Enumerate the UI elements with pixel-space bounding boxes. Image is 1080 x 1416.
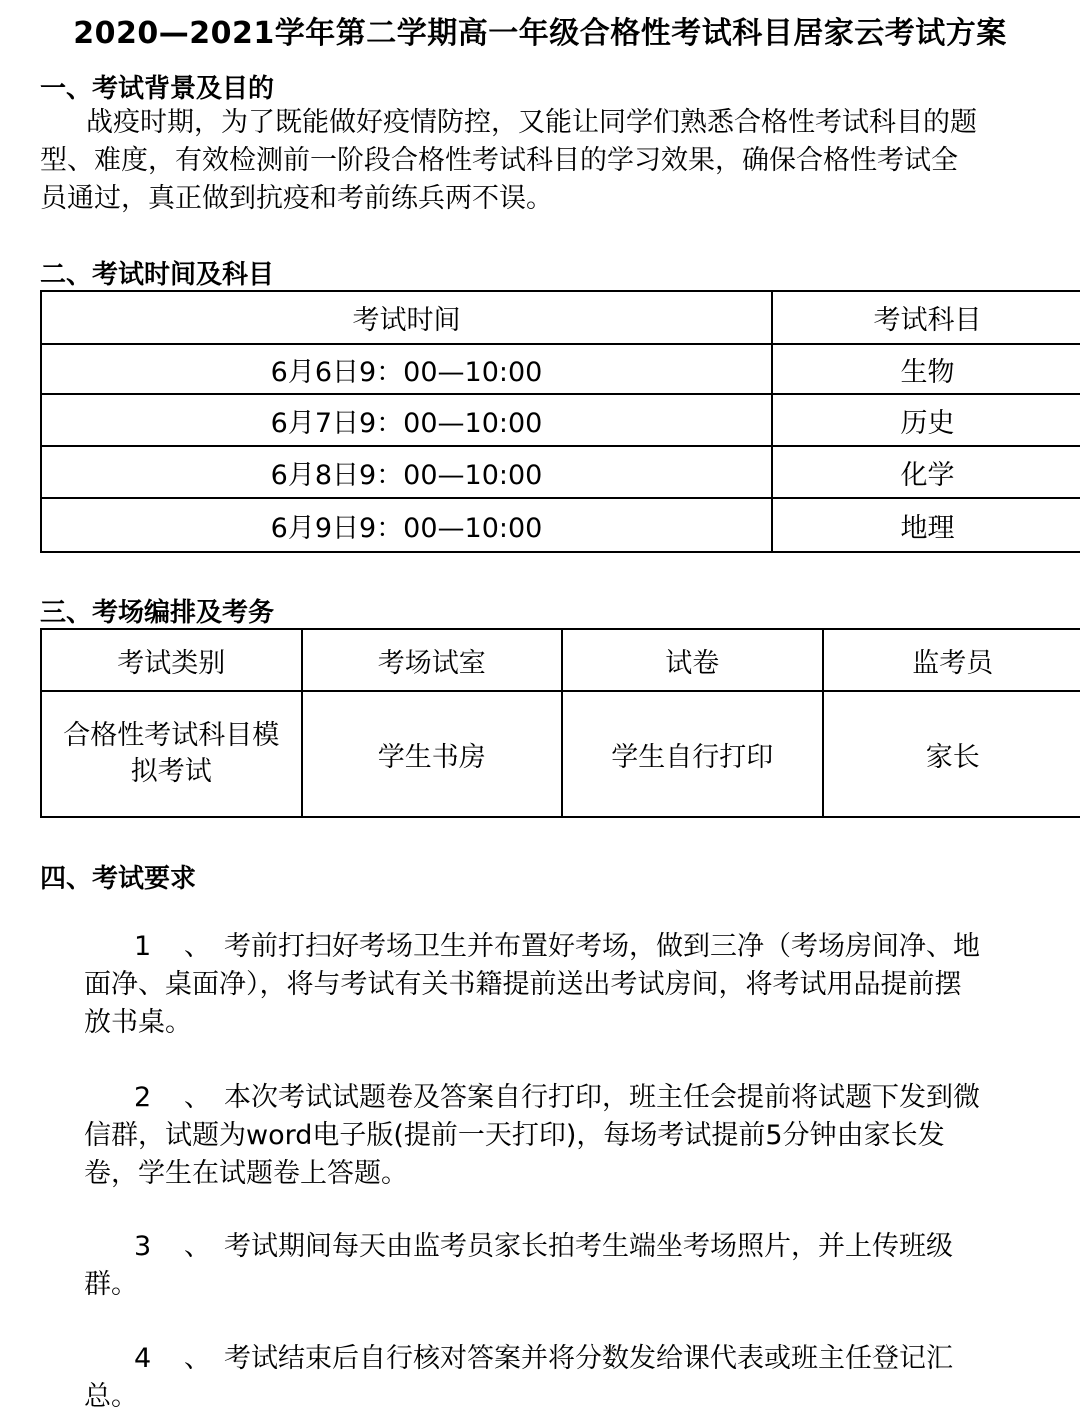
table-row <box>41 394 1080 446</box>
table-header-row <box>41 629 1080 691</box>
requirement-line: 信群，试题为word电子版(提前一天打印)，每场考试提前5分钟由家长发 <box>84 1120 945 1151</box>
exam-subject-cell: 地理 <box>772 498 1080 552</box>
document-title: 2020—2021学年第二学期高一年级合格性考试科目居家云考试方案 <box>73 16 1007 51</box>
exam-category-line: 合格性考试科目模 <box>63 720 280 751</box>
exam-time-cell: 6月8日9：00—10:00 <box>41 446 772 498</box>
paragraph-line: 战疫时期，为了既能做好疫情防控，又能让同学们熟悉合格性考试科目的题 <box>86 107 977 138</box>
section-1-paragraph <box>40 104 1040 218</box>
requirement-number-mark: 、 <box>184 931 211 962</box>
requirement-item-4 <box>84 1340 1044 1416</box>
table-row <box>41 446 1080 498</box>
exam-room-cell: 学生书房 <box>302 691 563 817</box>
column-header-proctor: 监考员 <box>823 629 1080 691</box>
exam-subject-cell: 历史 <box>772 394 1080 446</box>
requirement-item-2 <box>84 1079 1044 1193</box>
exam-proctor-cell: 家长 <box>823 691 1080 817</box>
exam-time-cell: 6月7日9：00—10:00 <box>41 394 772 446</box>
table-row <box>41 344 1080 394</box>
requirement-line: 面净、桌面净），将与考试有关书籍提前送出考试房间，将考试用品提前摆 <box>84 969 962 1000</box>
column-header-paper: 试卷 <box>562 629 823 691</box>
requirement-line: 卷，学生在试题卷上答题。 <box>84 1158 408 1189</box>
requirement-number: 4 <box>134 1343 152 1374</box>
requirement-number: 3 <box>134 1231 152 1262</box>
exam-paper-cell: 学生自行打印 <box>562 691 823 817</box>
column-header-subject: 考试科目 <box>772 291 1080 344</box>
exam-category-cell <box>41 691 302 817</box>
section-3-heading: 三、考场编排及考务 <box>40 598 275 628</box>
requirement-line: 本次考试试题卷及答案自行打印，班主任会提前将试题下发到微 <box>224 1082 980 1113</box>
paragraph-line: 型、难度，有效检测前一阶段合格性考试科目的学习效果，确保合格性考试全 <box>40 145 958 176</box>
requirement-line: 放书桌。 <box>84 1007 192 1038</box>
section-4-heading: 四、考试要求 <box>40 864 197 894</box>
table-header-row <box>41 291 1080 344</box>
requirement-number-mark: 、 <box>184 1231 211 1262</box>
exam-category-line: 拟考试 <box>130 756 212 787</box>
requirement-line: 群。 <box>84 1269 138 1300</box>
exam-subject-cell: 生物 <box>772 344 1080 394</box>
table-row <box>41 691 1080 817</box>
section-2-heading: 二、考试时间及科目 <box>40 260 275 290</box>
column-header-room: 考场试室 <box>302 629 563 691</box>
section-1-heading: 一、考试背景及目的 <box>40 74 275 104</box>
requirement-line: 考试期间每天由监考员家长拍考生端坐考场照片，并上传班级 <box>224 1231 953 1262</box>
requirement-line: 考前打扫好考场卫生并布置好考场，做到三净（考场房间净、地 <box>224 931 980 962</box>
requirement-line: 考试结束后自行核对答案并将分数发给课代表或班主任登记汇 <box>224 1343 953 1374</box>
exam-arrangement-table <box>40 628 1080 818</box>
column-header-category: 考试类别 <box>41 629 302 691</box>
table-row <box>41 498 1080 552</box>
requirement-number: 1 <box>134 931 152 962</box>
exam-subject-cell: 化学 <box>772 446 1080 498</box>
exam-time-cell: 6月9日9：00—10:00 <box>41 498 772 552</box>
paragraph-line: 员通过，真正做到抗疫和考前练兵两不误。 <box>40 183 553 214</box>
requirement-number-mark: 、 <box>184 1082 211 1113</box>
requirement-item-3 <box>84 1228 1044 1304</box>
requirement-number: 2 <box>134 1082 152 1113</box>
exam-time-cell: 6月6日9：00—10:00 <box>41 344 772 394</box>
requirement-line: 总。 <box>84 1381 138 1412</box>
exam-schedule-table <box>40 290 1080 553</box>
requirement-number-mark: 、 <box>184 1343 211 1374</box>
column-header-time: 考试时间 <box>41 291 772 344</box>
requirement-item-1 <box>84 928 1044 1042</box>
